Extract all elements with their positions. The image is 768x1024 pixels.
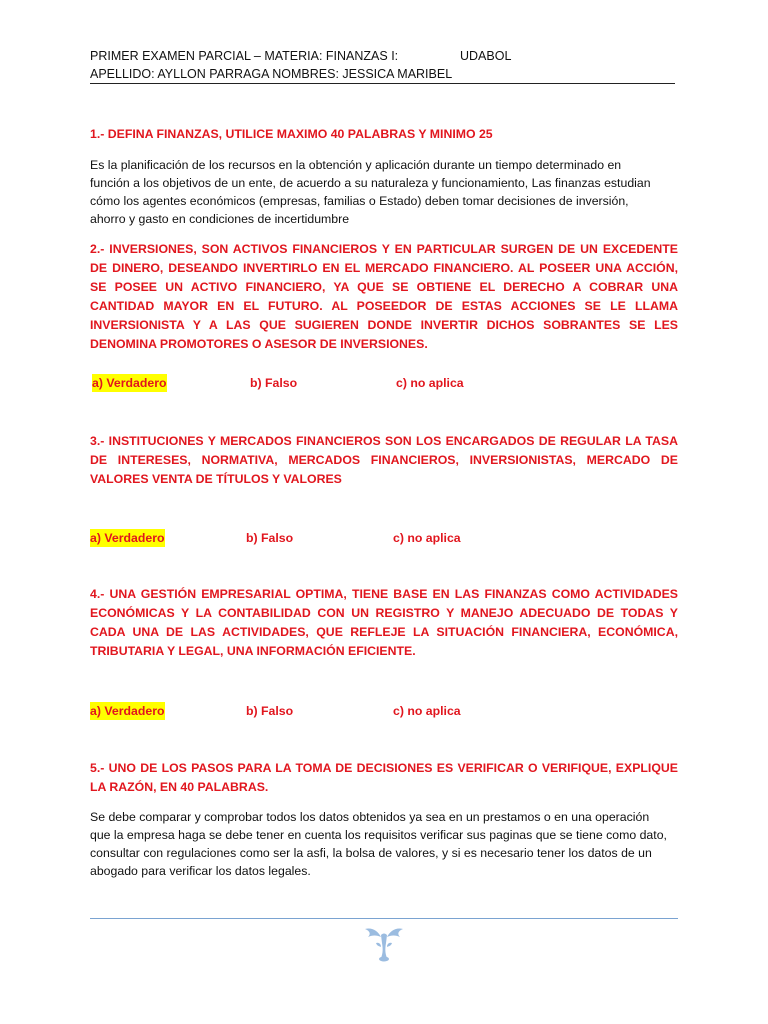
option-a-selected[interactable]: a) Verdadero [90, 704, 165, 718]
answer-line: consultar con regulaciones como ser la asfi, la bolsa de valores, y si es necesario tener los datos de un [90, 846, 652, 860]
question-3-options [90, 529, 678, 549]
question-1-answer [90, 156, 678, 228]
answer-line: abogado para verificar los datos legales. [90, 864, 311, 878]
fleur-ornament-icon [362, 925, 406, 963]
student-name-line: APELLIDO: AYLLON PARRAGA NOMBRES: JESSICA MARIBEL [90, 67, 453, 81]
answer-line: que la empresa haga se debe tener en cuenta los requisitos verificar sus paginas que se tiene como dato, [90, 828, 667, 842]
question-4-options [90, 702, 678, 722]
question-3-prompt: 3.- INSTITUCIONES Y MERCADOS FINANCIEROS SON LOS ENCARGADOS DE REGULAR LA TASA DE INTERESES, NORMATIVA, MERCADOS FINANCIEROS, INVERSIONISTAS, MERCADO DE VALORES VENTA DE TÍTULOS Y VALORES [90, 434, 678, 486]
header-line-1 [90, 48, 678, 64]
question-4-prompt: 4.- UNA GESTIÓN EMPRESARIAL OPTIMA, TIENE BASE EN LAS FINANZAS COMO ACTIVIDADES ECONÓMICAS Y LA CONTABILIDAD CON UN REGISTRO Y MANEJO ADECUADO DE TODAS Y CADA UNA DE LAS ACTIVIDADES, QUE REFLEJE LA SITUACIÓN FINANCIERA, ECONÓMICA, TRIBUTARIA Y LEGAL, UNA INFORMACIÓN EFICIENTE. [90, 587, 678, 658]
footer-rule [90, 918, 678, 919]
header-underline [90, 83, 675, 84]
institution-name: UDABOL [460, 49, 512, 63]
option-b[interactable]: b) Falso [246, 704, 294, 718]
answer-line: Es la planificación de los recursos en la obtención y aplicación durante un tiempo determinado en [90, 158, 622, 172]
answer-line: Se debe comparar y comprobar todos los datos obtenidos ya sea en un prestamos o en una operación [90, 810, 650, 824]
question-5-answer [90, 808, 678, 880]
answer-line: ahorro y gasto en condiciones de incertidumbre [90, 212, 350, 226]
option-a-selected[interactable]: a) Verdadero [90, 531, 165, 545]
question-1-prompt: 1.- DEFINA FINANZAS, UTILICE MAXIMO 40 PALABRAS Y MINIMO 25 [90, 127, 493, 141]
option-a-selected[interactable]: a) Verdadero [92, 376, 167, 390]
option-c[interactable]: c) no aplica [393, 704, 461, 718]
question-2-options [90, 374, 678, 394]
option-b[interactable]: b) Falso [250, 376, 298, 390]
option-b[interactable]: b) Falso [246, 531, 294, 545]
option-c[interactable]: c) no aplica [393, 531, 461, 545]
question-2-prompt: 2.- INVERSIONES, SON ACTIVOS FINANCIEROS Y EN PARTICULAR SURGEN DE UN EXCEDENTE DE DINERO, DESEANDO INVERTIRLO EN EL MERCADO FINANCIERO. AL POSEER UNA ACCIÓN, SE POSEE UN ACTIVO FINANCIERO, YA QUE SE OBTIENE EL DERECHO A COBRAR UNA CANTIDAD MAYOR EN EL FUTURO. AL POSEEDOR DE ESTAS ACCIONES SE LE LLAMA INVERSIONISTA Y A LAS QUE SUGIEREN DONDE INVERTIR DICHOS SOBRANTES SE LES DENOMINA PROMOTORES O ASESOR DE INVERSIONES. [90, 242, 678, 351]
question-5-prompt: 5.- UNO DE LOS PASOS PARA LA TOMA DE DECISIONES ES VERIFICAR O VERIFIQUE, EXPLIQUE LA RAZÓN, EN 40 PALABRAS. [90, 761, 678, 794]
option-c[interactable]: c) no aplica [396, 376, 464, 390]
exam-title: PRIMER EXAMEN PARCIAL – MATERIA: FINANZAS I: [90, 49, 399, 63]
answer-line: función a los objetivos de un ente, de acuerdo a su naturaleza y funcionamiento, Las finanzas estudian [90, 176, 651, 190]
answer-line: cómo los agentes económicos (empresas, familias o Estado) deben tomar decisiones de inversión, [90, 194, 629, 208]
